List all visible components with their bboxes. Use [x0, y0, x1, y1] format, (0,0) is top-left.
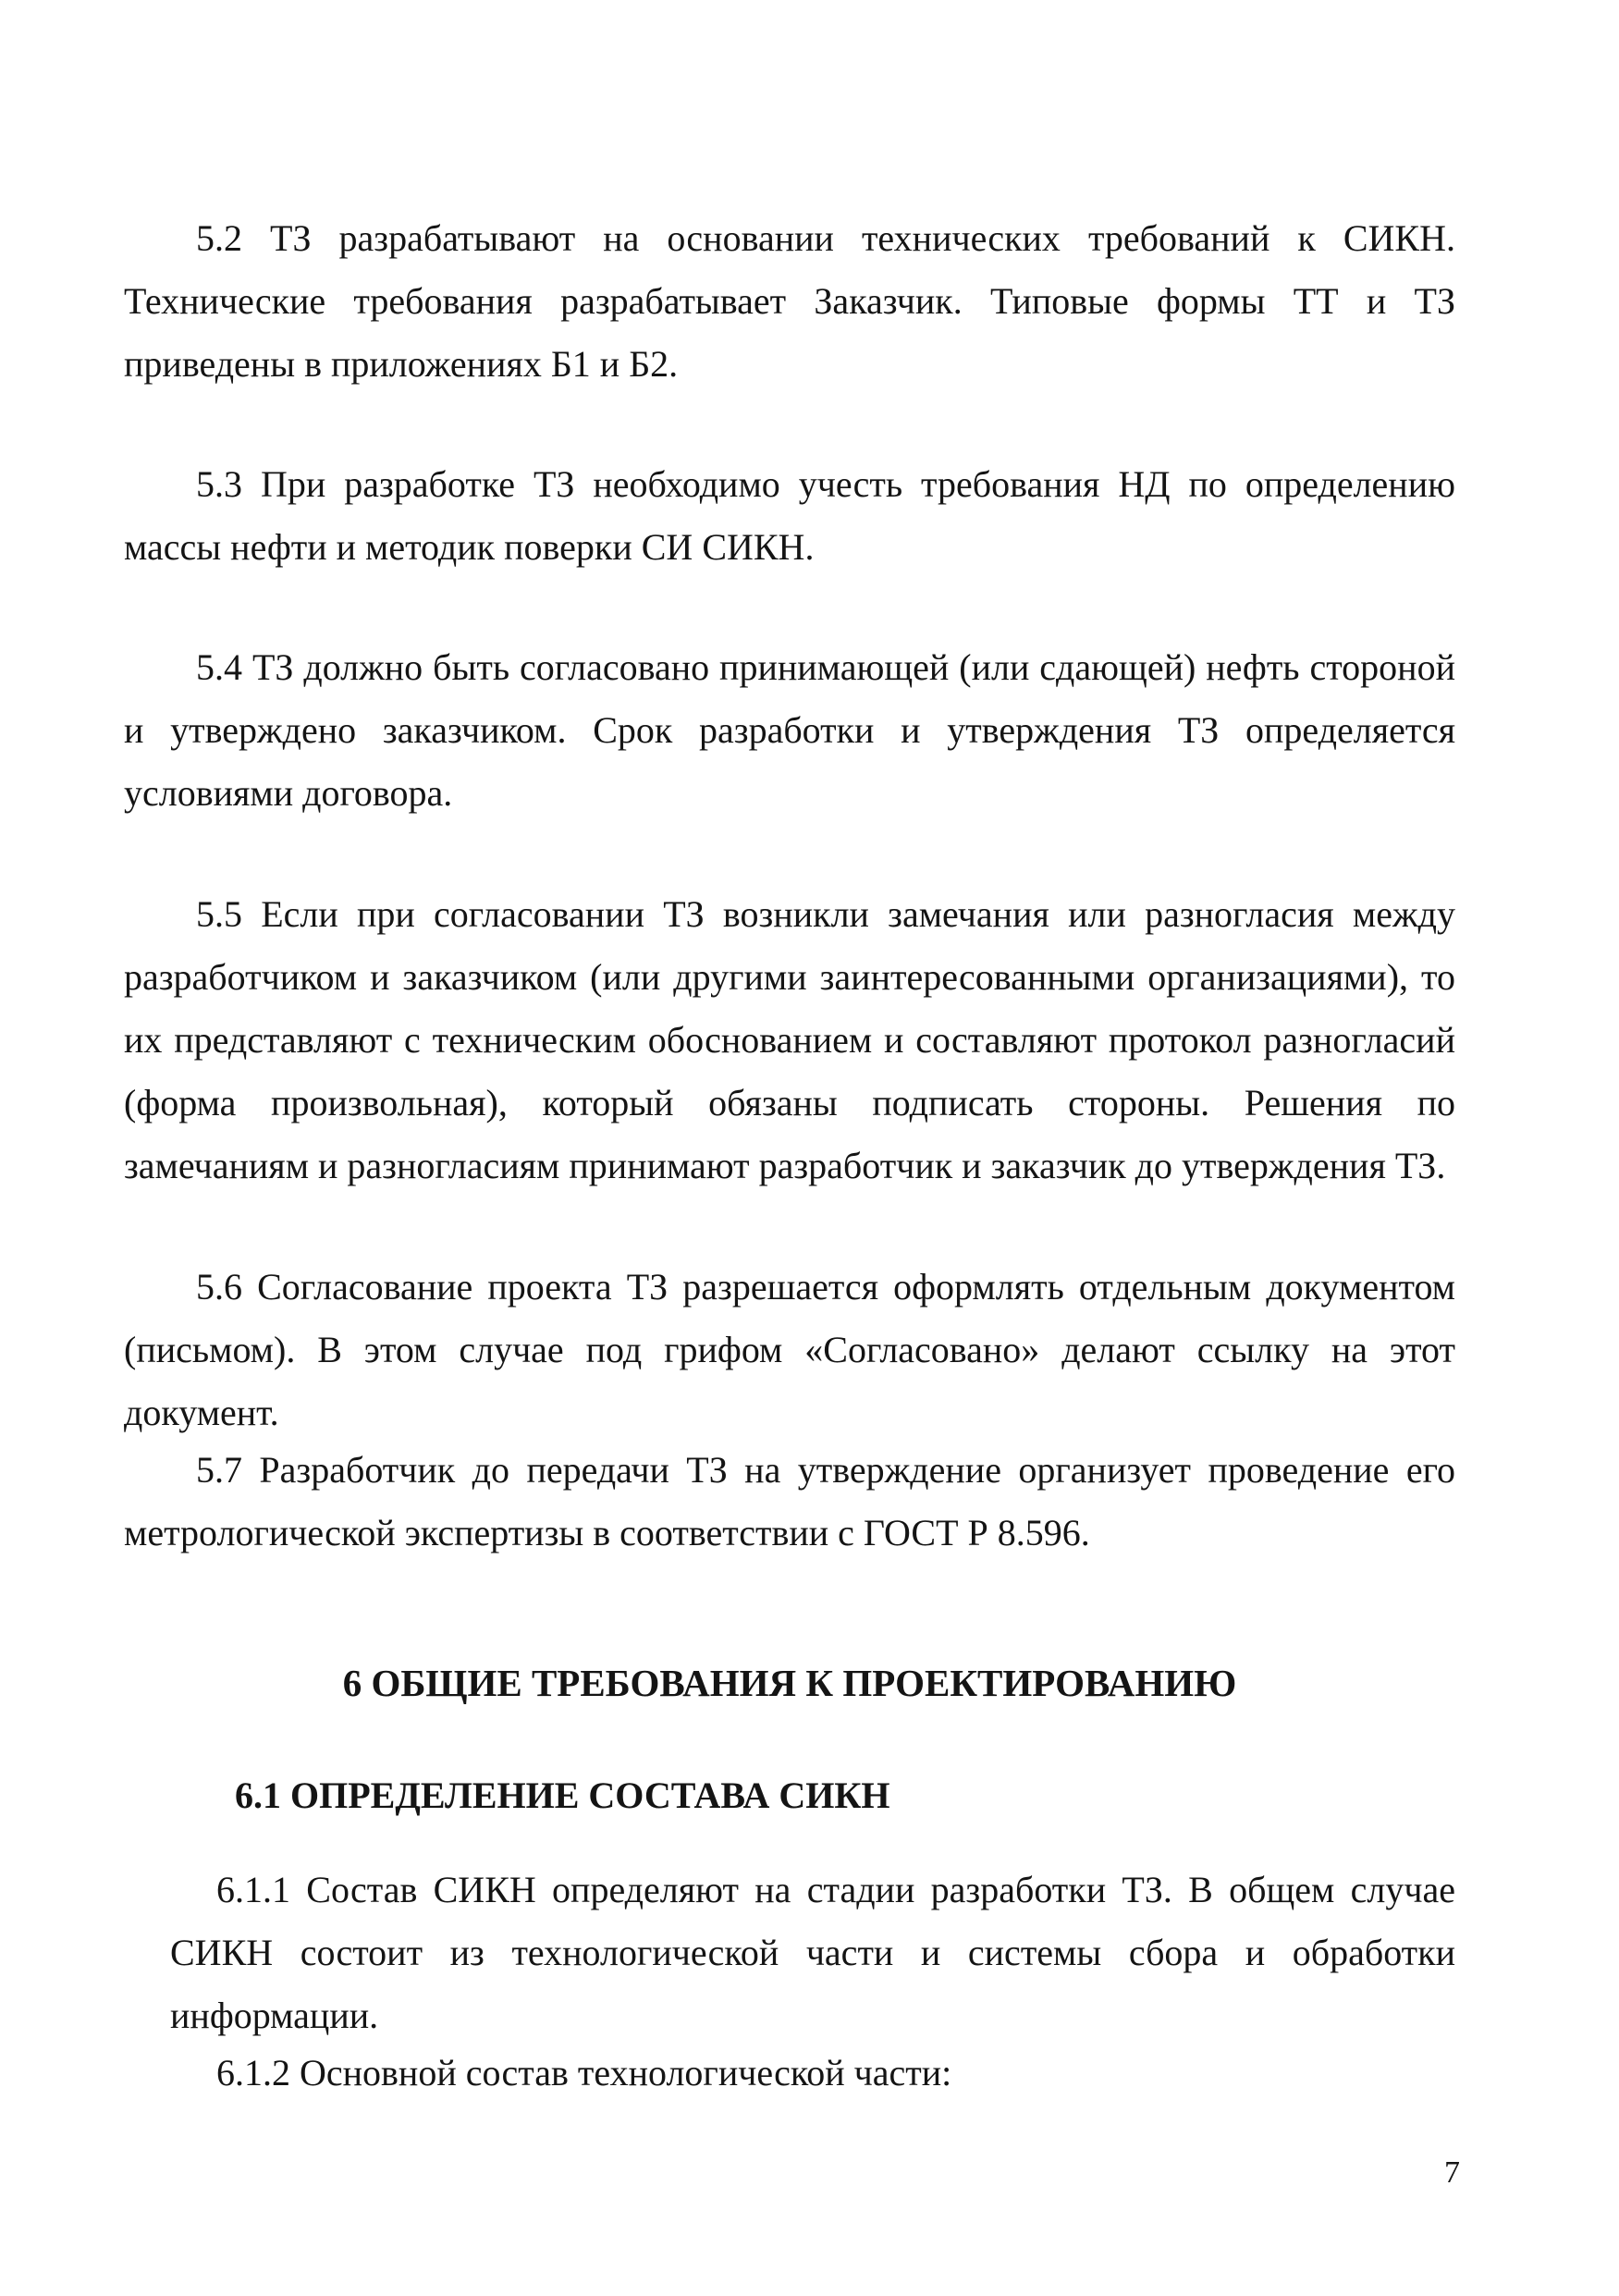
paragraph-5-3: 5.3 При разработке ТЗ необходимо учесть требования НД по определению массы нефти и методик поверки СИ СИКН. — [124, 463, 1455, 568]
subsection-heading: 6.1 ОПРЕДЕЛЕНИЕ СОСТАВА СИКН — [235, 1774, 890, 1816]
paragraph-6-1-1: 6.1.1 Состав СИКН определяют на стадии разработки ТЗ. В общем случае СИКН состоит из технологической части и системы сбора и обработки информации. — [170, 1869, 1455, 2036]
paragraph-5-4: 5.4 ТЗ должно быть согласовано принимающей (или сдающей) нефть стороной и утверждено заказчиком. Срок разработки и утверждения ТЗ определяется условиями договора. — [124, 646, 1455, 814]
page-number: 7 — [1444, 2155, 1460, 2190]
paragraph-5-2: 5.2 ТЗ разрабатывают на основании технических требований к СИКН. Технические требования разрабатывает Заказчик. Типовые формы ТТ и ТЗ приведены в приложениях Б1 и Б2. — [124, 217, 1455, 385]
paragraph-5-5: 5.5 Если при согласовании ТЗ возникли замечания или разногласия между разработчиком и заказчиком (или другими заинтересованными организациями), то их представляют с техническим обоснованием и составляют протокол разногласий (форма произвольная), который обязаны подписать стороны. Решения по замечаниям и разногласиям принимают разработчик и заказчик до утверждения ТЗ. — [124, 893, 1455, 1186]
section-heading: 6 ОБЩИЕ ТРЕБОВАНИЯ К ПРОЕКТИРОВАНИЮ — [342, 1662, 1237, 1704]
paragraph-5-7: 5.7 Разработчик до передачи ТЗ на утверждение организует проведение его метрологической экспертизы в соответствии с ГОСТ Р 8.596. — [124, 1449, 1455, 1553]
paragraph-5-6: 5.6 Согласование проекта ТЗ разрешается оформлять отдельным документом (письмом). В этом случае под грифом «Согласовано» делают ссылку на этот документ. — [124, 1266, 1455, 1433]
paragraph-6-1-2: 6.1.2 Основной состав технологической части: — [216, 2052, 952, 2093]
